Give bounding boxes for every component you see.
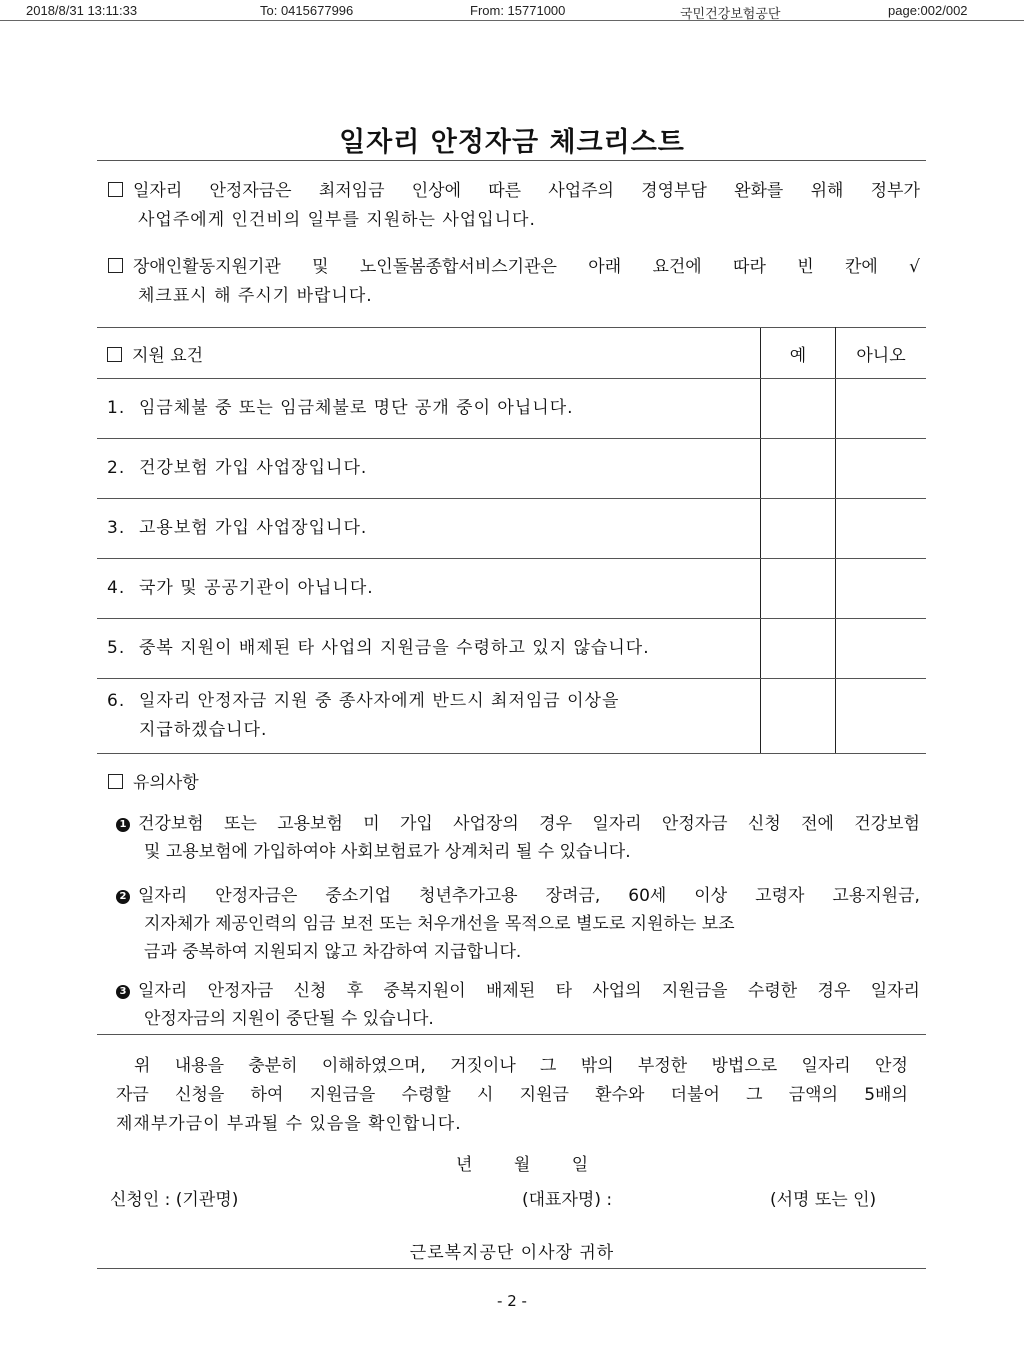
numbered-bullet-icon: 2 — [116, 890, 130, 904]
line-word: 환수와 — [595, 1085, 645, 1105]
line-word: 5배의 — [864, 1085, 908, 1105]
table-row — [97, 559, 926, 619]
yes-checkbox-cell[interactable] — [761, 499, 836, 559]
line-word: 지원금을 — [309, 1085, 376, 1105]
note-word: 안정자금 — [661, 814, 728, 834]
line-word: 및 — [312, 257, 329, 277]
date-row — [456, 1150, 624, 1175]
note-word: 미 — [363, 814, 380, 834]
no-checkbox-cell[interactable] — [836, 439, 927, 499]
note-word: 사업의 — [592, 981, 642, 1001]
note-word: 청년추가고용 — [419, 886, 518, 906]
requirements-table — [97, 327, 926, 754]
applicant-label: 신청인 : (기관명) — [110, 1190, 239, 1210]
note-word: 또는 — [224, 814, 257, 834]
checkbox-icon — [107, 347, 122, 362]
requirement-label: 고용보험 가입 사업장입니다. — [139, 518, 368, 538]
line-word: √ — [909, 257, 920, 277]
line-word: 그 — [540, 1056, 557, 1076]
note-word: 전에 — [801, 814, 834, 834]
requirement-number: 3. — [107, 518, 126, 538]
line-word: 위해 — [810, 181, 844, 201]
requirement-number: 6. — [107, 691, 126, 711]
note-word: 중복지원이 — [383, 981, 466, 1001]
note-item — [116, 977, 920, 1033]
checkbox-icon — [108, 774, 123, 789]
requirement-text — [97, 679, 761, 754]
line-word: 금액의 — [788, 1085, 839, 1105]
fax-header — [0, 0, 1024, 22]
line-word: 장애인활동지원기관 — [133, 257, 281, 277]
requirement-label: 일자리 안정자금 지원 중 종사자에게 반드시 최저임금 이상을 — [139, 691, 620, 711]
fax-divider — [0, 20, 1024, 21]
line-word: 따른 — [488, 181, 522, 201]
requirement-continuation: 지급하겠습니다. — [139, 720, 268, 740]
fax-to: To: 0415677996 — [260, 3, 354, 18]
note-word: 신청 — [293, 981, 327, 1001]
note-word: 안정자금은 — [215, 886, 298, 906]
line-word: 정부가 — [870, 181, 920, 201]
line-word: 일자리 — [801, 1056, 851, 1076]
addressee: 근로복지공단 이사장 귀하 — [409, 1243, 615, 1263]
intro-line: 사업주에게 인건비의 일부를 지원하는 사업입니다. — [138, 210, 536, 230]
fax-page: page:002/002 — [888, 3, 968, 18]
yes-checkbox-cell[interactable] — [761, 619, 836, 679]
header-requirements: 지원 요건 — [97, 328, 761, 379]
confirm-line: 제재부가금이 부과될 수 있음을 확인합니다. — [116, 1114, 462, 1134]
line-word: 거짓이나 — [450, 1056, 516, 1076]
table-row — [97, 499, 926, 559]
note-word: 건강보험 — [854, 814, 920, 834]
requirement-number: 5. — [107, 638, 126, 658]
note-item — [116, 882, 920, 966]
checkbox-icon — [108, 182, 123, 197]
note-line: 지자체가 제공인력의 임금 보전 또는 처우개선을 목적으로 별도로 지원하는 보조 — [144, 914, 735, 934]
note-word: 신청 — [747, 814, 781, 834]
table-row — [97, 679, 926, 754]
note-word: 고용보험 — [277, 814, 343, 834]
line-word: 신청을 — [175, 1085, 225, 1105]
line-word: 따라 — [733, 257, 766, 277]
page-title: 일자리 안정자금 체크리스트 — [339, 127, 685, 158]
notes-heading: 유의사항 — [108, 768, 199, 793]
yes-checkbox-cell[interactable] — [761, 679, 836, 754]
notes-divider — [97, 1034, 926, 1035]
yes-checkbox-cell[interactable] — [761, 379, 836, 439]
line-word: 인상에 — [411, 181, 461, 201]
line-word: 밖의 — [580, 1056, 614, 1076]
note-word: 후 — [346, 981, 364, 1001]
requirement-text — [97, 619, 761, 679]
checkbox-icon — [108, 258, 123, 273]
yes-checkbox-cell[interactable] — [761, 559, 836, 619]
date-month: 월 — [513, 1155, 531, 1175]
table-row — [97, 619, 926, 679]
requirement-label: 임금체불 중 또는 임금체불로 명단 공개 중이 아닙니다. — [139, 398, 574, 418]
header-yes: 예 — [761, 328, 836, 379]
line-word: 완화를 — [734, 181, 784, 201]
intro-paragraph-1 — [108, 177, 920, 235]
note-word: 60세 — [628, 886, 667, 906]
note-line: 금과 중복하여 지원되지 않고 차감하여 지급합니다. — [144, 942, 522, 962]
numbered-bullet-icon: 3 — [116, 985, 130, 999]
fax-org: 국민건강보험공단 — [680, 6, 781, 21]
yes-checkbox-cell[interactable] — [761, 439, 836, 499]
note-line: 및 고용보험에 가입하여야 사회보험료가 상계처리 될 수 있습니다. — [144, 842, 631, 862]
note-word: 경우 — [539, 814, 572, 834]
header-no: 아니오 — [836, 328, 927, 379]
confirmation-statement — [116, 1052, 908, 1139]
line-word: 자금 — [116, 1085, 149, 1105]
date-year: 년 — [456, 1155, 473, 1175]
no-checkbox-cell[interactable] — [836, 679, 927, 754]
line-word: 안정 — [875, 1056, 908, 1076]
line-word: 요건에 — [652, 257, 702, 277]
fax-datetime: 2018/8/31 13:11:33 — [26, 3, 138, 18]
line-word: 충분히 — [248, 1056, 298, 1076]
date-day: 일 — [571, 1155, 589, 1175]
note-word: 배제된 — [485, 981, 536, 1001]
table-row — [97, 379, 926, 439]
note-word: 건강보험 — [138, 814, 204, 834]
fax-from: From: 15771000 — [470, 3, 566, 18]
note-line: 안정자금의 지원이 중단될 수 있습니다. — [144, 1009, 434, 1029]
note-word: 일자리 — [138, 981, 188, 1001]
line-word: 사업주의 — [548, 181, 614, 201]
note-word: 이상 — [694, 886, 728, 906]
line-word: 빈 — [797, 257, 814, 277]
line-word: 최저임금 — [318, 181, 385, 201]
title-divider — [97, 160, 926, 161]
requirement-text — [97, 379, 761, 439]
requirement-label: 중복 지원이 배제된 타 사업의 지원금을 수령하고 있지 않습니다. — [139, 638, 650, 658]
line-word: 노인돌봄종합서비스기관은 — [359, 257, 557, 277]
note-word: 가입 — [399, 814, 433, 834]
line-word: 시 — [477, 1085, 494, 1105]
no-checkbox-cell[interactable] — [836, 559, 927, 619]
note-word: 고용지원금, — [832, 886, 920, 906]
no-checkbox-cell[interactable] — [836, 379, 927, 439]
note-word: 중소기업 — [325, 886, 392, 906]
intro-line: 체크표시 해 주시기 바랍니다. — [138, 286, 373, 306]
line-word: 그 — [746, 1085, 763, 1105]
line-word: 부정한 — [637, 1056, 688, 1076]
requirement-number: 1. — [107, 398, 126, 418]
line-word: 방법으로 — [711, 1056, 778, 1076]
line-word: 내용을 — [174, 1056, 224, 1076]
line-word: 아래 — [588, 257, 622, 277]
note-word: 사업장의 — [453, 814, 519, 834]
line-word: 위 — [134, 1056, 151, 1076]
no-checkbox-cell[interactable] — [836, 619, 927, 679]
line-word: 하여 — [250, 1085, 284, 1105]
line-word: 경영부담 — [641, 181, 707, 201]
requirement-text — [97, 499, 761, 559]
bottom-divider — [97, 1268, 926, 1269]
note-word: 장려금, — [545, 886, 601, 906]
signature-label: (서명 또는 인) — [770, 1190, 877, 1210]
page-number: - 2 - — [497, 1292, 527, 1310]
intro-paragraph-2 — [108, 253, 920, 311]
no-checkbox-cell[interactable] — [836, 499, 927, 559]
requirement-number: 4. — [107, 578, 126, 598]
requirement-label: 국가 및 공공기관이 아닙니다. — [139, 578, 374, 598]
note-word: 일자리 — [592, 814, 642, 834]
note-word: 일자리 — [870, 981, 920, 1001]
line-word: 수령할 — [401, 1085, 451, 1105]
note-word: 안정자금 — [207, 981, 274, 1001]
note-word: 타 — [555, 981, 572, 1001]
requirement-label: 건강보험 가입 사업장입니다. — [139, 458, 368, 478]
line-word: 지원금 — [519, 1085, 569, 1105]
numbered-bullet-icon: 1 — [116, 818, 130, 832]
line-word: 일자리 — [133, 181, 183, 201]
note-word: 일자리 — [138, 886, 188, 906]
note-word: 수령한 — [747, 981, 798, 1001]
line-word: 안정자금은 — [209, 181, 292, 201]
table-row — [97, 439, 926, 499]
note-item — [116, 810, 920, 866]
note-word: 지원금을 — [661, 981, 728, 1001]
line-word: 칸에 — [844, 257, 878, 277]
note-word: 고령자 — [755, 886, 805, 906]
line-word: 이해하였으며, — [321, 1056, 426, 1076]
line-word: 더불어 — [670, 1085, 720, 1105]
requirement-text — [97, 439, 761, 499]
note-word: 경우 — [817, 981, 851, 1001]
requirement-text — [97, 559, 761, 619]
requirement-number: 2. — [107, 458, 126, 478]
table-header-row — [97, 328, 926, 379]
representative-label: (대표자명) : — [522, 1190, 613, 1210]
